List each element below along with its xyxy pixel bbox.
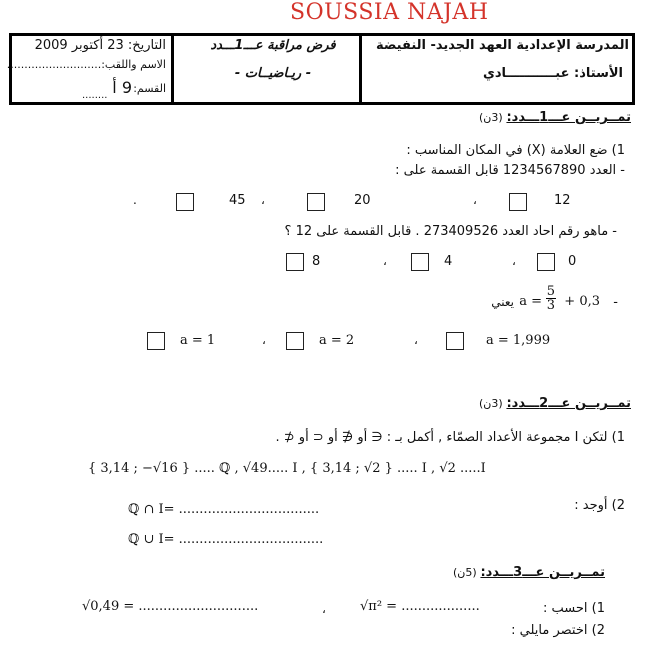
ex1-question-1c (468, 285, 618, 321)
calc-sqrt-pi-squared: √π² = ................... (360, 599, 480, 614)
separator: ، (414, 333, 418, 347)
checkbox-20[interactable] (307, 193, 325, 211)
option-label: 0 (568, 254, 577, 269)
exercise-3-heading (453, 565, 605, 580)
student-name-field: الاسم واللقب:........................... (6, 58, 166, 71)
class-label: القسم: (133, 82, 166, 95)
ex3-question-1: 1) احسب : (542, 601, 605, 616)
teacher-name: الأستاذ: عبـــــــــــادي (482, 66, 623, 81)
separator: ، (383, 254, 387, 268)
ex2-sets-row: { 3,14 ; −√16 } ..... ℚ , √49..... I , { 3,14 ; √2 } ..... I , √2 .....I (88, 461, 486, 476)
exercise-3-points: (5ن) (452, 566, 477, 579)
option-label: a = 2 (319, 333, 355, 348)
intersection-line: ℚ ∩ I= .................................. (128, 502, 320, 517)
checkbox-45[interactable] (176, 193, 194, 211)
exercise-3-title: تمــريــن عـــ3ـــدد: (480, 565, 605, 580)
checkbox-12[interactable] (509, 193, 527, 211)
exercise-1-points: (3ن) (478, 111, 503, 124)
option-label: a = 1,999 (486, 333, 551, 348)
means-word: يعني (491, 295, 514, 309)
option-label: 20 (354, 193, 371, 208)
fraction-denominator: 3 (546, 298, 555, 313)
exercise-2-heading (479, 396, 631, 411)
checkbox-0[interactable] (537, 253, 555, 271)
exercise-1-heading (479, 110, 631, 125)
checkbox-a-1999[interactable] (446, 332, 464, 350)
checkbox-4[interactable] (411, 253, 429, 271)
separator: ، (261, 193, 265, 207)
exam-date: التاريخ: 23 أكتوبر 2009 (34, 38, 166, 53)
option-label: 12 (554, 193, 571, 208)
checkbox-a-1[interactable] (147, 332, 165, 350)
ex1-question-1b: - ماهو رقم احاد العدد 273409526 . قابل القسمة على 12 ؟ (284, 224, 617, 239)
exercise-2-points: (3ن) (478, 397, 503, 410)
fraction-numerator: 5 (546, 284, 555, 299)
a-equals: a = (519, 294, 542, 309)
class-dots: ........ (82, 90, 108, 101)
option-label: 8 (312, 254, 321, 269)
option-label: a = 1 (180, 333, 216, 348)
plus-term: + 0,3 (564, 294, 600, 309)
class-field (82, 78, 166, 102)
union-line: ℚ ∪ I= ................................... (128, 532, 324, 547)
fraction (546, 285, 556, 312)
option-label: 4 (444, 254, 453, 269)
separator: ، (262, 333, 266, 347)
ex1-question-1a: - العدد 1234567890 قابل القسمة على : (395, 163, 625, 178)
checkbox-a-2[interactable] (286, 332, 304, 350)
calc-sqrt-049: √0,49 = ............................. (82, 599, 259, 614)
ex2-question-2: 2) أوجد : (574, 498, 625, 513)
class-value: 9 أ (112, 78, 132, 97)
exercise-1-title: تمــريــن عـــ1ـــدد: (506, 110, 631, 125)
dash: - (613, 295, 618, 310)
separator: ، (322, 602, 326, 616)
ex1-question-1: 1) ضع العلامة (X) في المكان المناسب : (406, 143, 625, 158)
end-period: . (133, 193, 137, 207)
checkbox-8[interactable] (286, 253, 304, 271)
exam-title: فرض مراقبة عـــ1ـــدد (210, 38, 336, 53)
header-divider (171, 33, 174, 105)
school-name: المدرسة الإعدادية العهد الجديد- النفيضة (375, 38, 629, 53)
brand-title: SOUSSIA NAJAH (290, 0, 489, 25)
option-label: 45 (229, 193, 246, 208)
separator: ، (512, 254, 516, 268)
separator: ، (473, 193, 477, 207)
ex3-question-2: 2) اختصر مايلي : (511, 623, 605, 638)
subject-name: - ريـاضيــات - (234, 66, 312, 81)
exercise-2-title: تمــريــن عـــ2ـــدد: (506, 396, 631, 411)
ex2-question-1: 1) لتكن I مجموعة الأعداد الصمّاء , أكمل بـ : ∈ أو ∉ أو ⊂ أو ⊄ . (275, 430, 625, 445)
